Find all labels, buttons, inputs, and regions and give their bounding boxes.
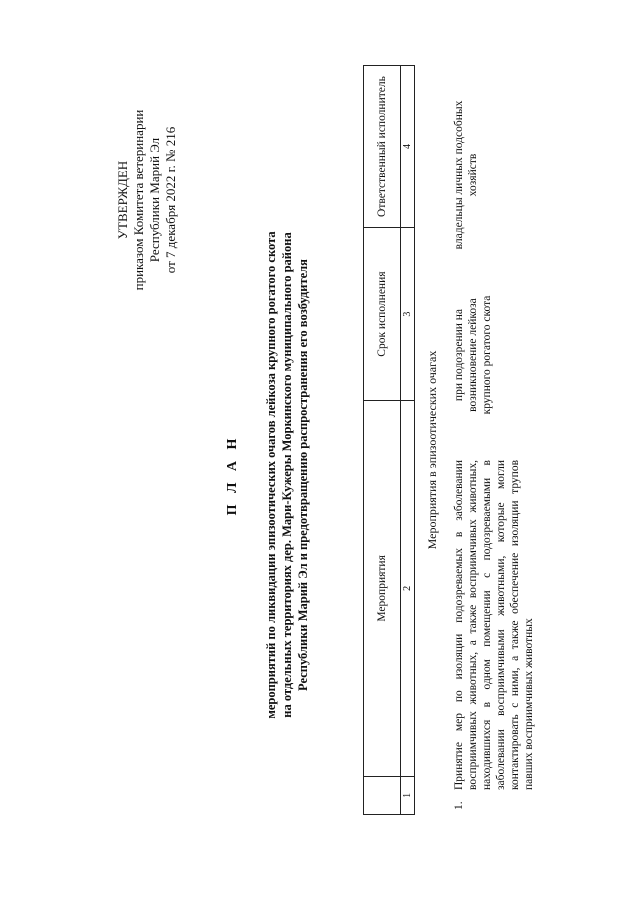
approval-line-4: от 7 декабря 2022 г. № 216 (163, 126, 178, 274)
column-number-1: 1 (401, 776, 415, 814)
table-header-row (364, 66, 401, 815)
approval-line-2: приказом Комитета ветеринарии (131, 109, 146, 291)
table-column-numbers-row (401, 66, 415, 815)
subtitle-line-1: мероприятий по ликвидации эпизоотических очагов лейкоза крупного рогатого скота (264, 231, 278, 719)
column-number-4: 4 (401, 66, 415, 228)
header-term: Срок исполнения (364, 228, 401, 401)
row-executor: владельцы личных подсобных хозяйств (453, 100, 479, 250)
approval-stamp (115, 70, 179, 330)
row-term: при подозрении на возникновение лейкоза крупного рогатого скота (453, 295, 493, 415)
subtitle-line-2: на отдельных территориях дер. Мари-Кужеры Моркинского муниципального района (280, 232, 294, 718)
subtitle-line-3: Республики Марий Эл и предотвращению распространения его возбудителя (296, 259, 310, 691)
row-measure: Принятие мер по изоляции подозреваемых в заболевании восприимчивых животных, а также восприимчивых животных, находившихся в одном помещении с подозреваемыми в заболевании восприимчивыми животными, которые могли контактировать с ними, а также обеспечение изоляции трупов павших восприимчивых животных (453, 460, 535, 790)
document-title-block (225, 165, 311, 785)
plan-table (363, 65, 415, 815)
header-measures: Мероприятия (364, 401, 401, 777)
header-executor: Ответственный исполнитель (364, 66, 401, 228)
column-number-3: 3 (401, 228, 415, 401)
approval-line-1: УТВЕРЖДЕН (115, 160, 130, 240)
section-title: Мероприятия в эпизоотических очагах (425, 350, 439, 550)
header-number (364, 776, 401, 814)
approval-line-3: Республики Марий Эл (147, 137, 162, 263)
column-number-2: 2 (401, 401, 415, 777)
plan-heading: П Л А Н (225, 434, 240, 516)
row-number: 1. (453, 801, 465, 810)
